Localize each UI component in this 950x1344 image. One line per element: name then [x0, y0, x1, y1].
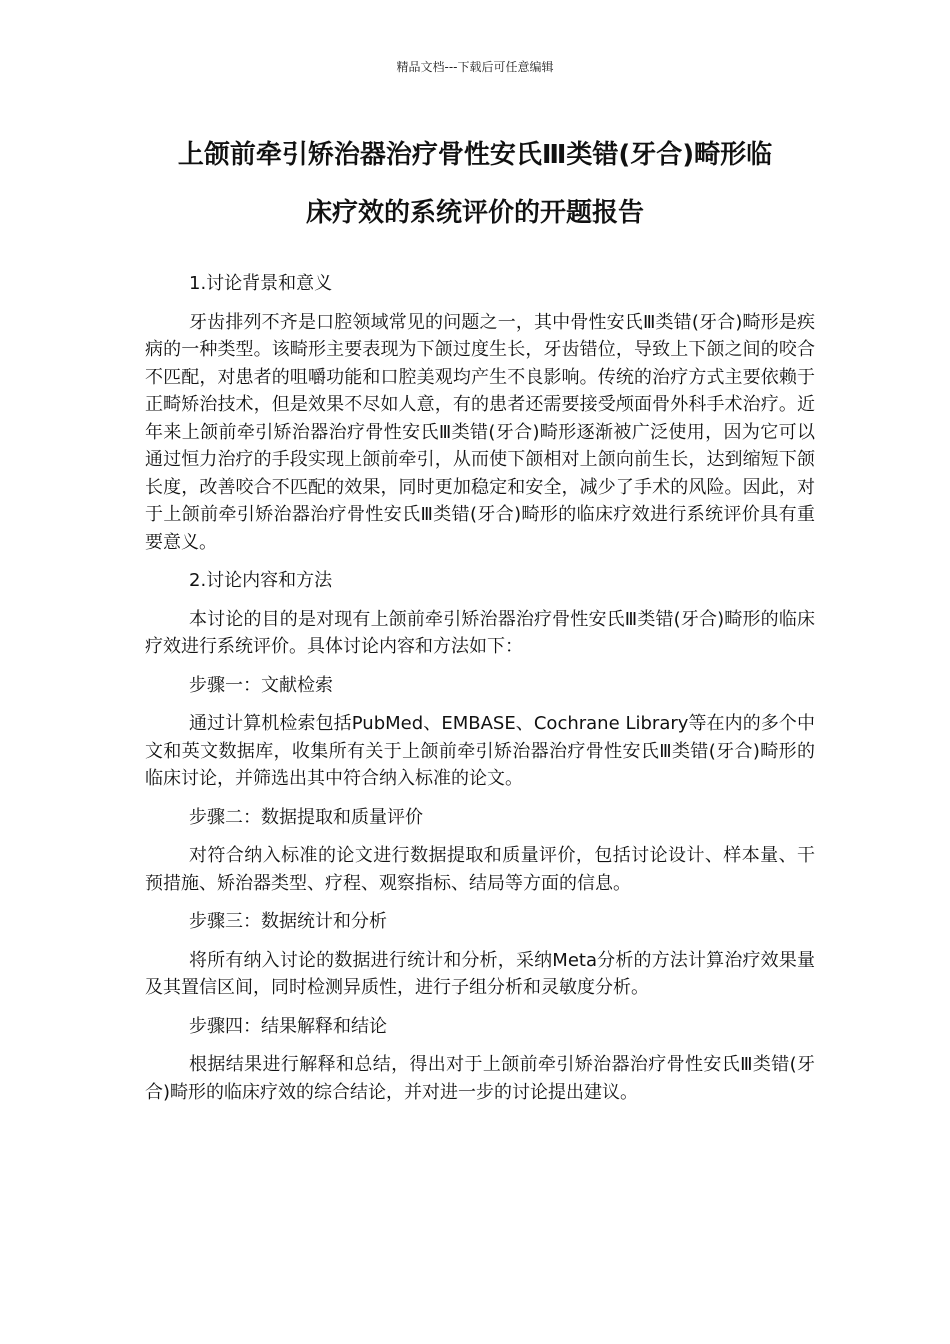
- paragraph-methods-intro: 本讨论的目的是对现有上颌前牵引矫治器治疗骨性安氏Ⅲ类错(牙合)畸形的临床疗效进行系统评价。具体讨论内容和方法如下：: [145, 608, 815, 657]
- document-title-line-1: 上颌前牵引矫治器治疗骨性安氏Ⅲ类错(牙合)畸形临: [177, 140, 773, 170]
- section-heading-background: 1.讨论背景和意义: [189, 273, 333, 294]
- document-title: [120, 126, 830, 242]
- step-paragraph-3: 将所有纳入讨论的数据进行统计和分析，采纳Meta分析的方法计算治疗效果量及其置信区间，同时检测异质性，进行子组分析和灵敏度分析。: [145, 949, 815, 998]
- section-heading-methods: 2.讨论内容和方法: [189, 570, 333, 591]
- step-paragraph-4: 根据结果进行解释和总结，得出对于上颌前牵引矫治器治疗骨性安氏Ⅲ类错(牙合)畸形的临床疗效的综合结论，并对进一步的讨论提出建议。: [145, 1054, 815, 1103]
- document-title-line-2: 床疗效的系统评价的开题报告: [305, 198, 644, 228]
- step-paragraph-1: 通过计算机检索包括PubMed、EMBASE、Cochrane Library等在内的多个中文和英文数据库，收集所有关于上颌前牵引矫治器治疗骨性安氏Ⅲ类错(牙合)畸形的临床讨论，并筛选出其中符合纳入标准的论文。: [145, 713, 815, 789]
- step-heading-1: 步骤一：文献检索: [189, 674, 333, 696]
- step-paragraph-2: 对符合纳入标准的论文进行数据提取和质量评价，包括讨论设计、样本量、干预措施、矫治器类型、疗程、观察指标、结局等方面的信息。: [145, 845, 815, 894]
- paragraph-background: 牙齿排列不齐是口腔领域常见的问题之一，其中骨性安氏Ⅲ类错(牙合)畸形是疾病的一种类型。该畸形主要表现为下颌过度生长，牙齿错位，导致上下颌之间的咬合不匹配，对患者的咀嚼功能和口腔美观均产生不良影响。传统的治疗方式主要依赖于正畸矫治技术，但是效果不尽如人意，有的患者还需要接受颅面骨外科手术治疗。近年来上颌前牵引矫治器治疗骨性安氏Ⅲ类错(牙合)畸形逐渐被广泛使用，因为它可以通过恒力治疗的手段实现上颌前牵引，从而使下颌相对上颌向前生长，达到缩短下颌长度，改善咬合不匹配的效果，同时更加稳定和安全，减少了手术的风险。因此，对于上颌前牵引矫治器治疗骨性安氏Ⅲ类错(牙合)畸形的临床疗效进行系统评价具有重要意义。: [145, 311, 815, 553]
- document-body: [145, 270, 815, 1117]
- step-heading-2: 步骤二：数据提取和质量评价: [189, 806, 423, 828]
- step-heading-3: 步骤三：数据统计和分析: [189, 911, 387, 932]
- step-heading-4: 步骤四：结果解释和结论: [189, 1015, 387, 1037]
- page-header-note: 精品文档---下载后可任意编辑: [396, 60, 554, 74]
